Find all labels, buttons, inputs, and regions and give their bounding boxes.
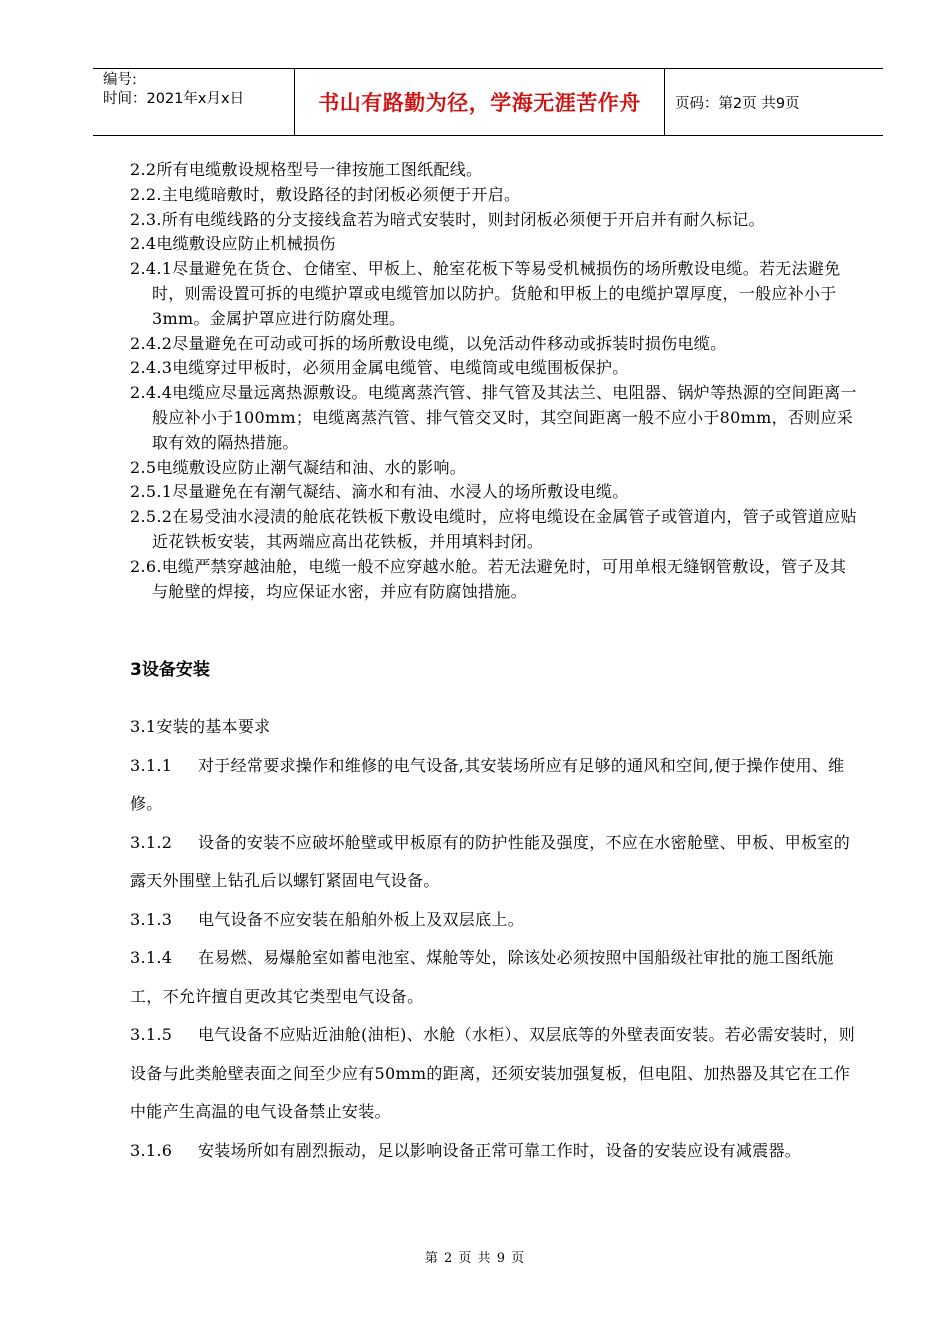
item-3-1-5	[130, 1016, 860, 1132]
item-number: 3.1.2	[130, 832, 173, 852]
equipment-installation-section	[130, 708, 860, 1170]
paragraph-2-3: 2.3.所有电缆线路的分支接线盒若为暗式安装时，则封闭板必须便于开启并有耐久标记。	[130, 209, 765, 229]
document-number-label: 编号:	[103, 72, 137, 88]
paragraph-2-5-2: 2.5.2在易受油水浸渍的舱底花铁板下敷设电缆时，应将电缆设在金属管子或管道内，管子或管道应贴近花铁板安装，其两端应高出花铁板，并用填料封闭。	[130, 507, 857, 551]
header-meta-cell	[93, 69, 295, 135]
item-text: 电气设备不应安装在船舶外板上及双层底上。	[198, 909, 525, 929]
item-number: 3.1.1	[130, 755, 173, 775]
item-3-1-4	[130, 939, 860, 1016]
paragraph-2-4: 2.4电缆敷设应防止机械损伤	[130, 234, 336, 254]
page-header	[93, 68, 883, 136]
item-3-1-3	[130, 901, 860, 940]
item-text: 对于经常要求操作和维修的电气设备,其安装场所应有足够的通风和空间,便于操作使用、维修。	[130, 755, 845, 813]
paragraph-2-4-4: 2.4.4电缆应尽量远离热源敷设。电缆离蒸汽管、排气管及其法兰、电阻器、锅炉等热源的空间距离一般应补小于100mm；电缆离蒸汽管、排气管交叉时，其空间距离一般不应小于80mm，否则应采取有效的隔热措施。	[130, 383, 857, 452]
item-3-1-6	[130, 1132, 860, 1171]
item-number: 3.1.6	[130, 1140, 173, 1160]
item-number: 3.1.3	[130, 909, 173, 929]
item-text: 在易燃、易爆舱室如蓄电池室、煤舱等处，除该处必须按照中国船级社审批的施工图纸施工，不允许擅自更改其它类型电气设备。	[130, 948, 834, 1006]
item-text: 设备的安装不应破坏舱壁或甲板原有的防护性能及强度，不应在水密舱壁、甲板、甲板室的露天外围壁上钻孔后以螺钉紧固电气设备。	[130, 832, 851, 890]
paragraph-2-6: 2.6.电缆严禁穿越油舱，电缆一般不应穿越水舱。若无法避免时，可用单根无缝钢管敷设，管子及其与舱壁的焊接，均应保证水密，并应有防腐蚀措施。	[130, 556, 847, 601]
paragraph-2-2: 2.2所有电缆敷设规格型号一律按施工图纸配线。	[130, 160, 483, 179]
header-motto: 书山有路勤为径，学海无涯苦作舟	[295, 69, 665, 135]
page-footer: 第 2 页 共 9 页	[424, 1251, 526, 1266]
paragraph-2-5-1: 2.5.1尽量避免在有潮气凝结、滴水和有油、水浸人的场所敷设电缆。	[130, 482, 629, 502]
paragraph-2-4-2: 2.4.2尽量避免在可动或可拆的场所敷设电缆，以免活动件移动或拆装时损伤电缆。	[130, 333, 727, 353]
item-number: 3.1.5	[130, 1025, 173, 1044]
paragraph-2-5: 2.5电缆敷设应防止潮气凝结和油、水的影响。	[130, 457, 467, 477]
item-text: 安装场所如有剧烈振动，足以影响设备正常可靠工作时，设备的安装应设有减震器。	[198, 1140, 802, 1160]
section-3-heading: 3设备安装	[130, 660, 210, 680]
section-3-1-subheading: 3.1安装的基本要求	[130, 717, 271, 736]
document-time-label: 时间：2021年x月x日	[103, 91, 245, 107]
item-number: 3.1.4	[130, 948, 173, 967]
header-page-number: 页码：第2页 共9页	[675, 95, 800, 112]
cable-laying-section	[130, 158, 860, 604]
item-text: 电气设备不应贴近油舱(油柜)、水舱（水柜）、双层底等的外壁表面安装。若必需安装时，则设备与此类舱壁表面之间至少应有50mm的距离，还须安装加强复板，但电阻、加热器及其它在工作中能产生高温的电气设备禁止安装。	[130, 1025, 856, 1121]
paragraph-2-4-3: 2.4.3电缆穿过甲板时，必须用金属电缆管、电缆筒或电缆围板保护。	[130, 358, 629, 378]
paragraph-2-4-1: 2.4.1尽量避免在货仓、仓储室、甲板上、舱室花板下等易受机械损伤的场所敷设电缆。若无法避免时，则需设置可拆的电缆护罩或电缆管加以防护。货舱和甲板上的电缆护罩厚度，一般应补小于3mm。金属护罩应进行防腐处理。	[130, 259, 841, 328]
item-3-1-2	[130, 824, 860, 901]
paragraph-2-2-b: 2.2.主电缆暗敷时，敷设路径的封闭板必须便于开启。	[130, 184, 521, 204]
item-3-1-1	[130, 747, 860, 824]
